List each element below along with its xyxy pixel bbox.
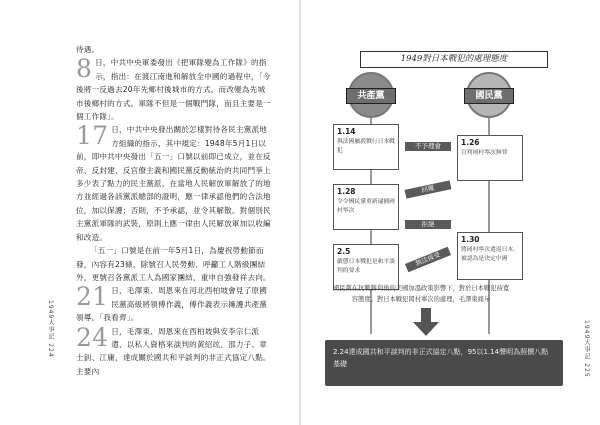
ccp-event-box [333, 184, 399, 230]
chart-note: 國民黨在抗戰勝利後的美國加溫政策影響下，對於日本戰犯持寬容態度。對日本戰犯岡村寧次的處理，毛澤東痛斥 [332, 285, 510, 303]
kmt-event-box [457, 135, 523, 181]
entry-day-24 [76, 322, 272, 379]
conclusion-box: 2.24達成國共和平談判的非正式協定八點，95以1.14聲明為照價八點基礎 [325, 340, 563, 386]
kmt-logo-label: 國民黨 [464, 88, 514, 104]
entry-day-8 [76, 56, 272, 123]
left-folio: 1949大事記 224 [47, 300, 54, 358]
chart-title: 1949對日本戰犯的處理態度 [360, 51, 548, 68]
entry-day-number: 8 [76, 54, 93, 84]
event-text: 宣判岡村寧次無罪 [461, 150, 508, 156]
connector-no-response: 不予理會 [405, 142, 451, 151]
entry-text: 日，毛澤東、周恩來在西柏坡與安李宗仁派遣、以私人資格來談判的黃紹竑、邵力子、章士釗、江庸，達成關於國共和平談判的非正式協定八點。主要內 [76, 326, 271, 376]
entry-may-first [76, 244, 272, 284]
right-page [300, 0, 600, 425]
event-text: 嚴懲日本戰犯是和平談判的要求 [337, 259, 395, 274]
event-date: 1.30 [461, 235, 480, 244]
kmt-logo-icon [466, 72, 512, 118]
kmt-event-box [457, 232, 523, 280]
event-text: 與法國屬殺戮行日本戰犯 [337, 139, 395, 154]
entry-day-17 [76, 123, 272, 244]
entry-text: 日，中共中央軍委發出《把軍隊變為工作隊》的指示，指出：在渡江南進和解放全中國的過程中，「今後將一反過去20年先鄉村後城市的方式，而改變為先城市後鄉村的方式。軍隊不但是一個戰鬥隊，而且主要是一個工作隊」。 [76, 58, 271, 122]
event-date: 1.26 [461, 138, 480, 147]
event-date: 1.28 [337, 187, 356, 196]
connector-rejection: 拒絕 [405, 220, 451, 229]
connector-reply: 回覆 [405, 180, 452, 198]
event-date: 2.5 [337, 247, 351, 256]
entry-text: 「五一」口號是在前一年5月1日，為慶祝勞動節而發，內容有23條，除號召人民勞動、呼籲工人階級團結外，更號召各黨派工人為國家團結，重申自強發祥去向。 [76, 246, 271, 282]
ccp-logo-icon [348, 72, 394, 118]
entry-text: 日，毛澤東、周恩來在河北西柏坡會見了原國民黨高級將領傅作義，傅作義表示擁護共產黨領導，「我看齊」。 [76, 286, 268, 323]
entry-day-number: 17 [76, 121, 109, 151]
entry-day-21 [76, 284, 272, 324]
right-folio: 1949大事記 225 [583, 320, 590, 378]
connector-cannot-accept: 無法接受 [405, 247, 451, 273]
event-date: 1.14 [337, 127, 356, 136]
entry-text: 日，中共中央發出關於怎樣對待各民主黨派地方組織的指示，其中規定：1948年5月1日以前，即中共中央發出「五一」口號以前即已成立，並在反帝、反封建、反官僚主義和國民黨反動統治的共同鬥爭上多少表了點力的民主黨派，在當地人民解放軍解放了的地方並經過各該黨派總部的證明，應一律承認他們的合法地位，加以保護；否則，不予承認，並令其解散。對個別民主黨派軍隊的武裝，原則上應一律由人民解放軍加以收編和改造。 [76, 125, 271, 242]
entry-day-number: 21 [76, 282, 109, 312]
event-text: 令令國民黨重新逮捕岡村寧次 [337, 199, 395, 214]
intro-text: 待遇。 [76, 45, 100, 54]
ccp-logo-label: 共產黨 [346, 88, 396, 104]
arrow-down-icon [413, 308, 439, 336]
ccp-event-box [333, 124, 399, 170]
event-text: 將岡村寧次遣返日本，被認為是決定中國 [461, 247, 519, 262]
left-body-text [76, 43, 272, 378]
entry-day-number: 24 [76, 322, 109, 352]
